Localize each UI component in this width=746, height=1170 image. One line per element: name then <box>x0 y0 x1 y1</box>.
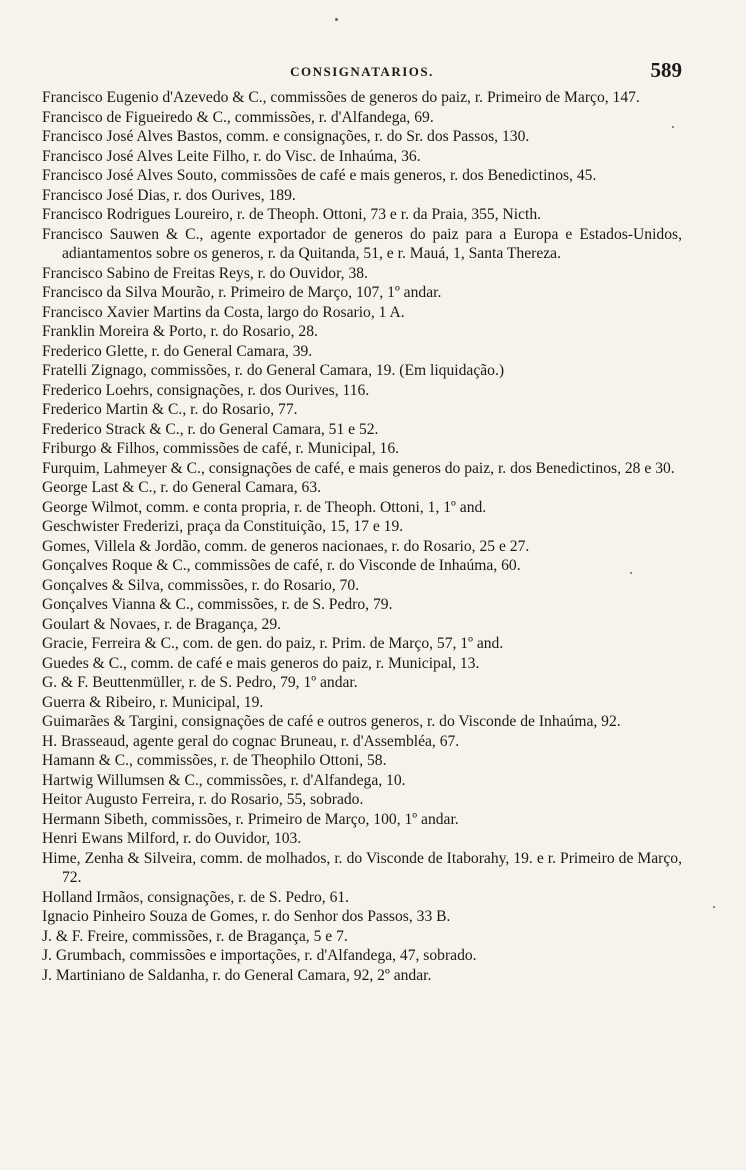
list-item: Frederico Martin & C., r. do Rosario, 77. <box>42 401 298 418</box>
list-item: H. Brasseaud, agente geral do cognac Bruneau, r. d'Assembléa, 67. <box>42 732 460 750</box>
list-item: Fratelli Zignago, commissões, r. do General Camara, 19. (Em liquidação.) <box>42 362 505 379</box>
list-item: Gomes, Villela & Jordão, comm. de generos nacionaes, r. do Rosario, 25 e 27. <box>42 537 530 555</box>
list-item: Francisco Sauwen & C., agente exportador de generos do paiz para a Europa e Estados-Unidos, adiantamentos sobre os generos, r. da Quitanda, 51, e r. Mauá, 1, Santa Thereza. <box>42 225 682 262</box>
list-item: George Last & C., r. do General Camara, 63. <box>42 479 322 496</box>
list-item: George Wilmot, comm. e conta propria, r. de Theoph. Ottoni, 1, 1º and. <box>42 498 487 516</box>
list-item: Hartwig Willumsen & C., commissões, r. d'Alfandega, 10. <box>42 771 406 789</box>
list-item: Francisco de Figueiredo & C., commissões, r. d'Alfandega, 69. <box>42 108 434 126</box>
list-item: Frederico Strack & C., r. do General Camara, 51 e 52. <box>42 420 379 438</box>
list-item: Hime, Zenha & Silveira, comm. de molhados, r. do Visconde de Itaborahy, 19. e r. Primeiro de Março, 72. <box>42 849 682 886</box>
list-item: Gonçalves Vianna & C., commissões, r. de S. Pedro, 79. <box>42 596 393 613</box>
list-item: J. Grumbach, commissões e importações, r. d'Alfandega, 47, sobrado. <box>42 947 477 964</box>
list-item: Francisco José Dias, r. dos Ourives, 189. <box>42 186 296 204</box>
list-item: Friburgo & Filhos, commissões de café, r. Municipal, 16. <box>42 440 400 457</box>
list-item: Hermann Sibeth, commissões, r. Primeiro de Março, 100, 1º andar. <box>42 810 459 828</box>
list-item: G. & F. Beuttenmüller, r. de S. Pedro, 79, 1º andar. <box>42 674 358 691</box>
list-item: Gonçalves & Silva, commissões, r. do Rosario, 70. <box>42 576 360 594</box>
list-item: Goulart & Novaes, r. de Bragança, 29. <box>42 615 282 633</box>
print-speck <box>672 126 674 128</box>
list-item: Geschwister Frederizi, praça da Constituição, 15, 17 e 19. <box>42 518 404 535</box>
list-item: Francisco José Alves Souto, commissões de café e mais generos, r. dos Benedictinos, 45. <box>42 167 597 184</box>
list-item: Guedes & C., comm. de café e mais generos do paiz, r. Municipal, 13. <box>42 654 480 672</box>
list-item: Francisco Xavier Martins da Costa, largo do Rosario, 1 A. <box>42 303 405 321</box>
list-item: Holland Irmãos, consignações, r. de S. Pedro, 61. <box>42 888 350 906</box>
list-item: Furquim, Lahmeyer & C., consignações de café, e mais generos do paiz, r. dos Benedictinos, 28 e 30. <box>42 459 675 477</box>
list-item: Heitor Augusto Ferreira, r. do Rosario, 55, sobrado. <box>42 791 364 808</box>
list-item: J. & F. Freire, commissões, r. de Bragança, 5 e 7. <box>42 927 348 945</box>
list-item: Henri Ewans Milford, r. do Ouvidor, 103. <box>42 830 302 847</box>
list-item: Guerra & Ribeiro, r. Municipal, 19. <box>42 693 264 711</box>
list-item: Francisco Rodrigues Loureiro, r. de Theoph. Ottoni, 73 e r. da Praia, 355, Nicth. <box>42 206 542 223</box>
print-speck <box>713 906 715 908</box>
list-item: Francisco da Silva Mourão, r. Primeiro de Março, 107, 1º andar. <box>42 284 442 301</box>
consignee-list <box>42 88 682 985</box>
list-item: Hamann & C., commissões, r. de Theophilo Ottoni, 58. <box>42 752 387 769</box>
page-header <box>42 58 682 84</box>
print-speck <box>630 572 632 574</box>
list-item: Francisco José Alves Bastos, comm. e consignações, r. do Sr. dos Passos, 130. <box>42 128 530 145</box>
list-item: Ignacio Pinheiro Souza de Gomes, r. do Senhor dos Passos, 33 B. <box>42 908 451 925</box>
list-item: Gracie, Ferreira & C., com. de gen. do paiz, r. Prim. de Março, 57, 1º and. <box>42 635 504 652</box>
list-item: Francisco José Alves Leite Filho, r. do Visc. de Inhaúma, 36. <box>42 147 421 165</box>
directory-page <box>42 58 682 985</box>
list-item: Francisco Sabino de Freitas Reys, r. do Ouvidor, 38. <box>42 264 368 282</box>
list-item: J. Martiniano de Saldanha, r. do General Camara, 92, 2º andar. <box>42 966 432 984</box>
section-title: CONSIGNATARIOS. <box>290 64 434 79</box>
print-speck <box>335 18 338 21</box>
list-item: Francisco Eugenio d'Azevedo & C., commissões de generos do paiz, r. Primeiro de Março, 147. <box>42 89 640 106</box>
page-number: 589 <box>650 58 682 82</box>
list-item: Guimarães & Targini, consignações de café e outros generos, r. do Visconde de Inhaúma, 92. <box>42 713 621 730</box>
list-item: Frederico Glette, r. do General Camara, 39. <box>42 342 313 360</box>
list-item: Franklin Moreira & Porto, r. do Rosario, 28. <box>42 323 318 340</box>
list-item: Frederico Loehrs, consignações, r. dos Ourives, 116. <box>42 381 370 399</box>
list-item: Gonçalves Roque & C., commissões de café, r. do Visconde de Inhaúma, 60. <box>42 557 521 574</box>
